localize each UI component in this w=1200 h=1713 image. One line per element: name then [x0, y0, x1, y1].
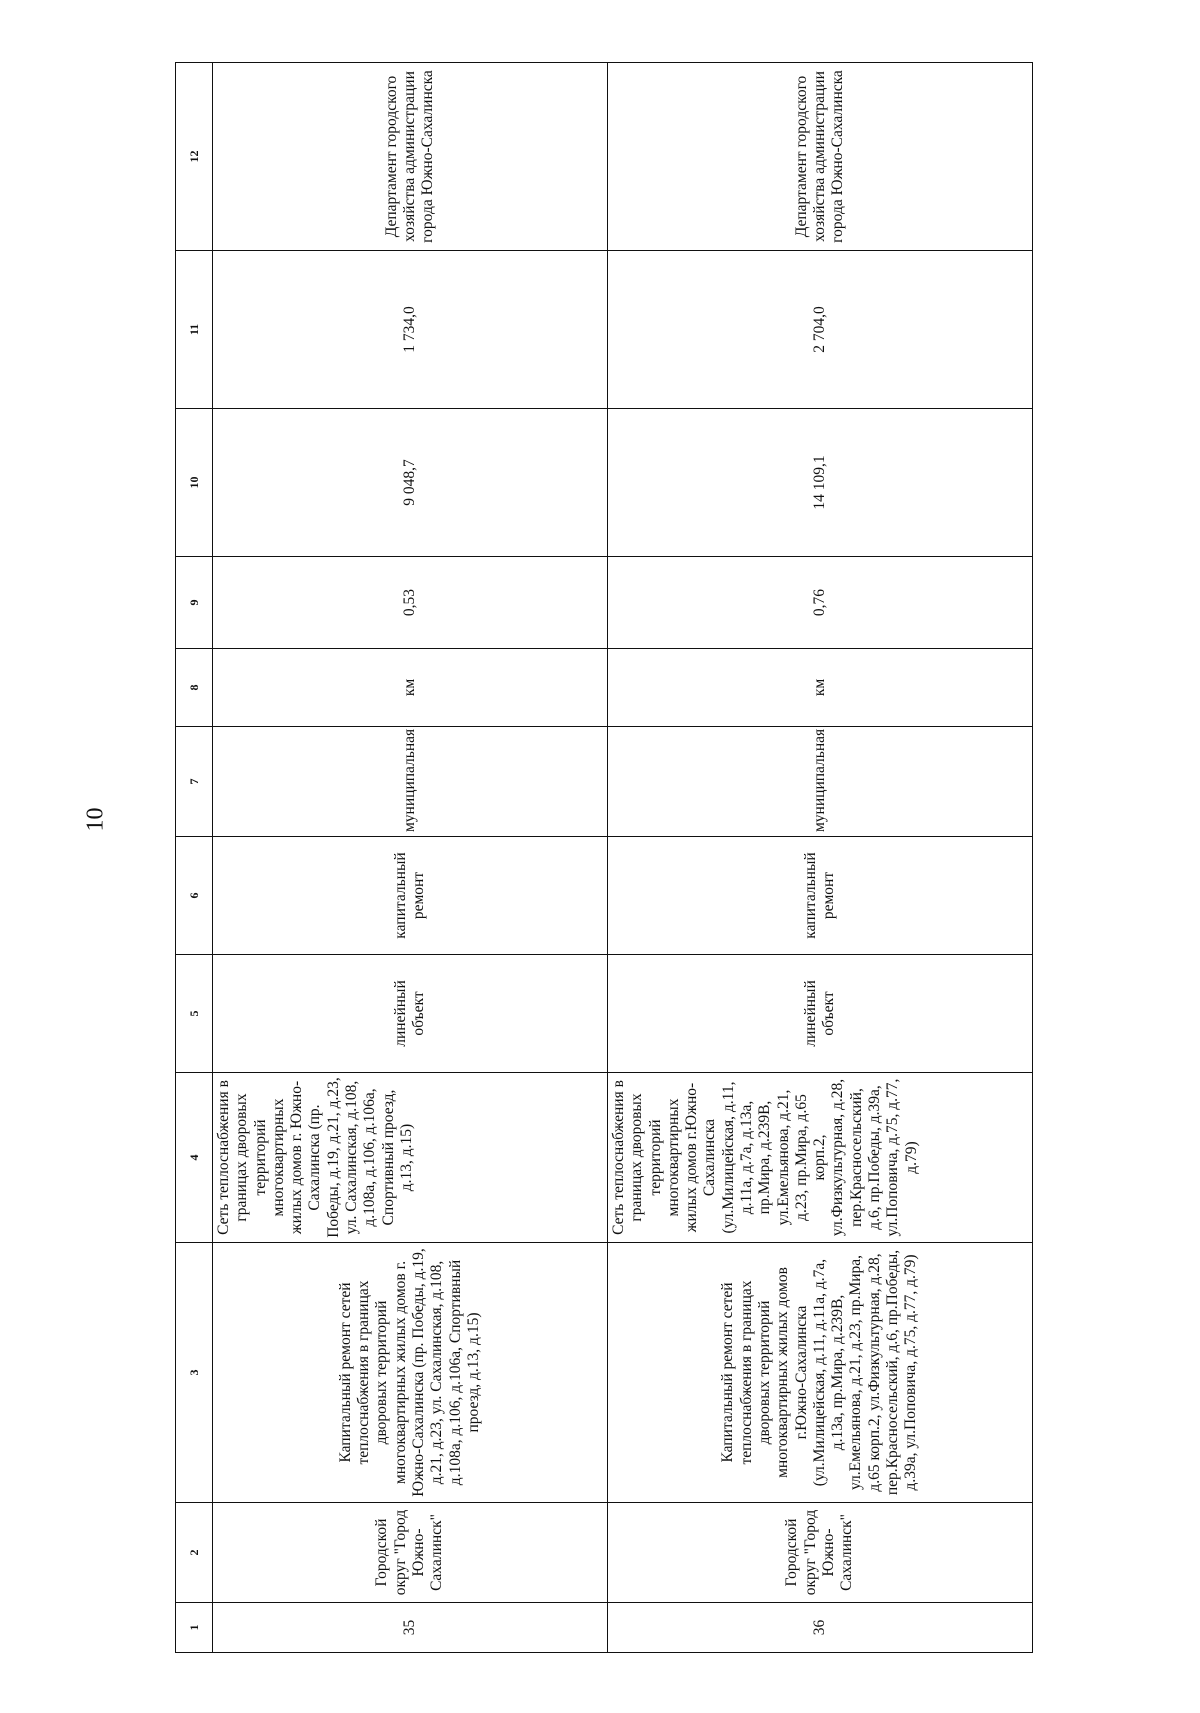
- header-cell: 2: [176, 1503, 213, 1603]
- object-cell: Сеть теплоснабжения в границах дворовых территорий многоквартирных жилых домов г.Южно-Сахалинска (ул.Милицейская, д.11, д.11а, д.7а, д.13а, пр.Мира, д.239В, ул.Емельянова, д.21, д.23, пр.Мира, д.65 корп.2, ул.Физкультурная, д.28, пер.Красносельский, д.6, пр.Победы, д.39а, ул.Поповича, д.75, д.77, д.79): [608, 1073, 1033, 1243]
- header-cell: 10: [176, 409, 213, 557]
- cost-year-cell: 1 734,0: [213, 251, 608, 409]
- project-cell: Капитальный ремонт сетей теплоснабжения в границах дворовых территорий многоквартирных жилых домов г. Южно-Сахалинска (пр. Победы, д.19, д.21, д.23, ул. Сахалинская, д.108, д.108а, д.106, д.106а, Спортивный проезд, д.13, д.15): [213, 1243, 608, 1503]
- work-type-cell: капитальный ремонт: [608, 837, 1033, 955]
- page-number: 10: [82, 807, 109, 832]
- quantity-cell: 0,53: [213, 557, 608, 649]
- header-cell: 12: [176, 63, 213, 251]
- unit-cell: км: [213, 649, 608, 727]
- ownership-cell: муниципальная: [213, 727, 608, 837]
- header-cell: 4: [176, 1073, 213, 1243]
- project-cell: Капитальный ремонт сетей теплоснабжения в границах дворовых территорий многоквартирных жилых домов г.Южно-Сахалинска (ул.Милицейская, д.11, д.11а, д.7а, д.13а, пр.Мира, д.239В, ул.Емельянова, д.21, д.23, пр.Мира, д.65 корп.2, ул.Физкультурная, д.28, пер.Красносельский, д.6, пр.Победы, д.39а, ул.Поповича, д.75, д.77, д.79): [608, 1243, 1033, 1503]
- customer-cell: Департамент городского хозяйства администрации города Южно-Сахалинска: [608, 63, 1033, 251]
- header-row: [176, 63, 213, 1653]
- customer-cell: Департамент городского хозяйства администрации города Южно-Сахалинска: [213, 63, 608, 251]
- table-row: [213, 63, 608, 1653]
- work-type-cell: капитальный ремонт: [213, 837, 608, 955]
- header-cell: 1: [176, 1603, 213, 1653]
- header-cell: 7: [176, 727, 213, 837]
- table-rotated-container: [175, 63, 1027, 1653]
- municipality-cell: Городской округ "Город Южно-Сахалинск": [213, 1503, 608, 1603]
- object-type-cell: линейный объект: [608, 955, 1033, 1073]
- header-cell: 6: [176, 837, 213, 955]
- object-type-cell: линейный объект: [213, 955, 608, 1073]
- unit-cell: км: [608, 649, 1033, 727]
- header-cell: 3: [176, 1243, 213, 1503]
- municipality-cell: Городской округ "Город Южно-Сахалинск": [608, 1503, 1033, 1603]
- object-cell: Сеть теплоснабжения в границах дворовых территорий многоквартирных жилых домов г. Южно-Сахалинска (пр. Победы, д.19, д.21, д.23, ул. Сахалинская, д.108, д.108а, д.106, д.106а, Спортивный проезд, д.13, д.15): [213, 1073, 608, 1243]
- quantity-cell: 0,76: [608, 557, 1033, 649]
- row-number: 35: [213, 1603, 608, 1653]
- row-number: 36: [608, 1603, 1033, 1653]
- cost-total-cell: 14 109,1: [608, 409, 1033, 557]
- header-cell: 8: [176, 649, 213, 727]
- ownership-cell: муниципальная: [608, 727, 1033, 837]
- table-row: [608, 63, 1033, 1653]
- table-wrapper: [175, 63, 1027, 1653]
- cost-year-cell: 2 704,0: [608, 251, 1033, 409]
- cost-total-cell: 9 048,7: [213, 409, 608, 557]
- header-cell: 11: [176, 251, 213, 409]
- header-cell: 9: [176, 557, 213, 649]
- investment-table: [175, 62, 1033, 1653]
- header-cell: 5: [176, 955, 213, 1073]
